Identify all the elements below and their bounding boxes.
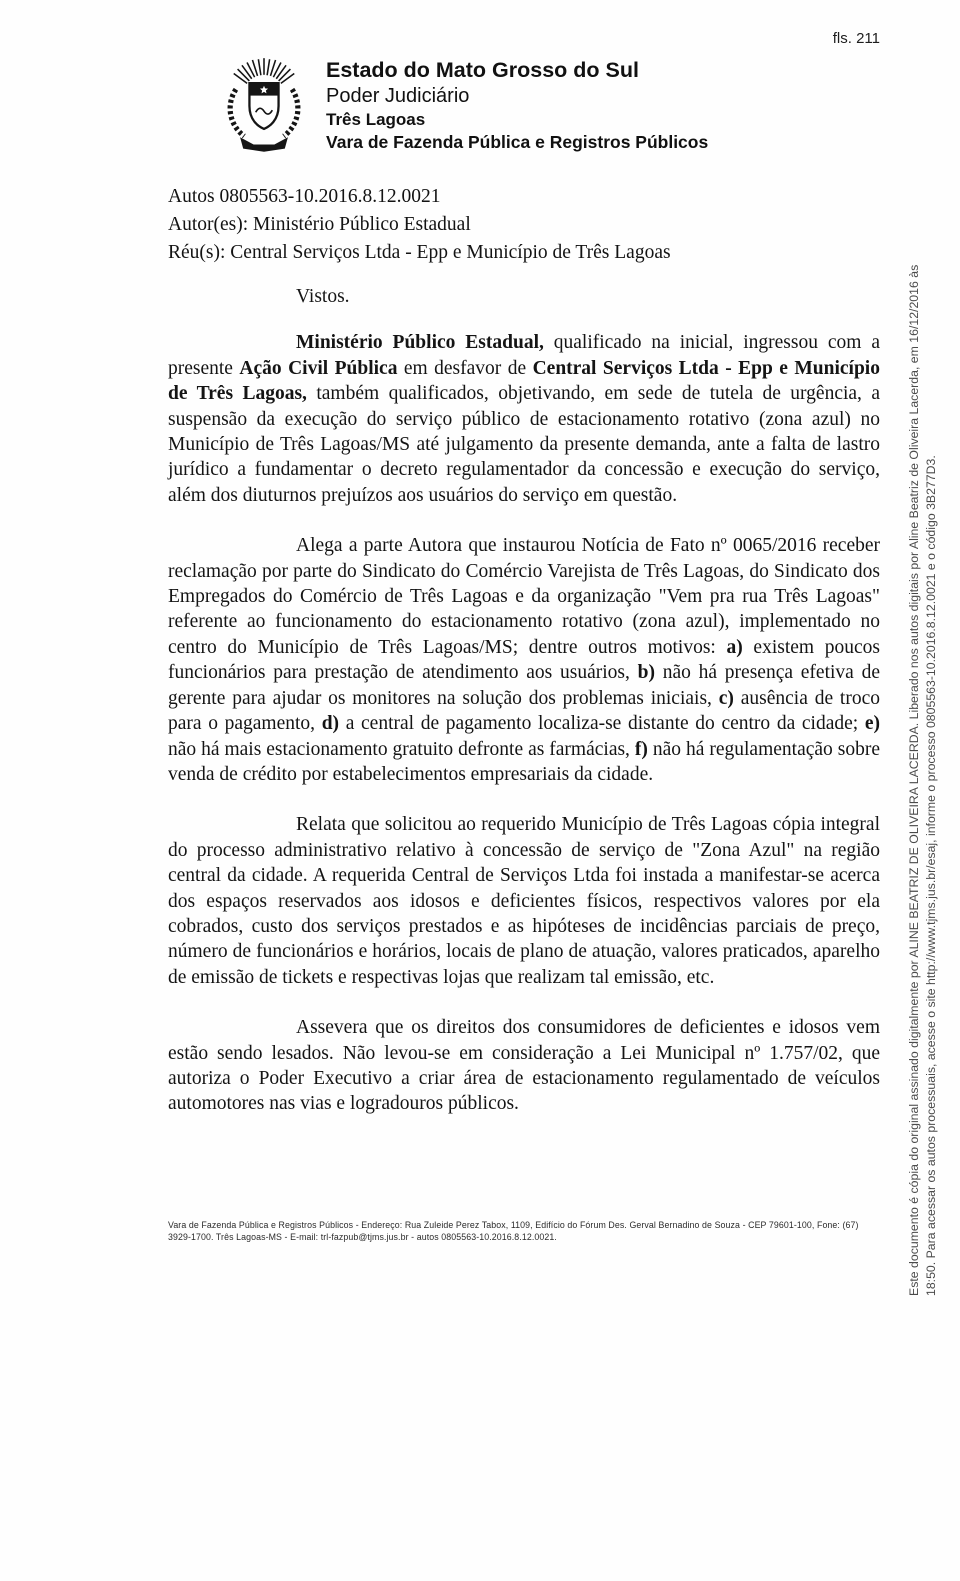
decision-body	[168, 284, 880, 1142]
case-number: Autos 0805563-10.2016.8.12.0021	[168, 186, 441, 207]
org-city: Três Lagoas	[326, 110, 426, 129]
court-address-footer	[168, 1220, 878, 1243]
page-number: fls. 211	[832, 30, 880, 47]
letterhead	[212, 52, 708, 160]
case-plaintiff: Autor(es): Ministério Público Estadual	[168, 214, 471, 235]
case-info	[168, 183, 671, 267]
org-state: Estado do Mato Grosso do Sul	[326, 58, 639, 82]
org-court: Vara de Fazenda Pública e Registros Públicos	[326, 132, 709, 152]
letterhead-text	[326, 52, 708, 153]
coat-of-arms-icon	[212, 52, 316, 160]
footer-text: Vara de Fazenda Pública e Registros Públicos - Endereço: Rua Zuleide Perez Tabox, 1109, Edifício do Fórum Des. Gerval Bernadino de Souza - CEP 79601-100, Fone: (67) 3929-1700. Três Lagoas-MS - E-mail: trl-fazpub@tjms.jus.br - autos 0805563-10.2016.8.12.0021.	[168, 1220, 859, 1242]
paragraph-1: Ministério Público Estadual, qualificado na inicial, ingressou com a presente Ação Civil Pública em desfavor de Central Serviços Ltda - Epp e Município de Três Lagoas, também qualificados, objetivando, em sede de tutela de urgência, a suspensão da execução do serviço público de estacionamento rotativo (zona azul) no Município de Três Lagoas/MS até julgamento da presente demanda, ante a falta de lastro jurídico a fundamentar o decreto regulamentador da concessão e execução do serviço, além dos diuturnos prejuízos aos usuários do serviço em questão.	[168, 332, 881, 506]
case-defendants: Réu(s): Central Serviços Ltda - Epp e Município de Três Lagoas	[168, 242, 671, 263]
vistos-line: Vistos.	[296, 286, 350, 307]
paragraph-2: Alega a parte Autora que instaurou Notícia de Fato nº 0065/2016 receber reclamação por parte do Sindicato do Comércio Varejista de Três Lagoas, do Sindicato dos Empregados do Comércio de Três Lagoas e da organização "Vem pra rua Três Lagoas" referente ao funcionamento do estacionamento rotativo (zona azul), implementado no centro do Município de Três Lagoas/MS; dentre outros motivos: a) existem poucos funcionários para prestação de atendimento aos usuários, b) não há presença efetiva de gerente para ajudar os monitores na solução dos problemas iniciais, c) ausência de troco para o pagamento, d) a central de pagamento localiza-se distante do centro da cidade; e) não há mais estacionamento gratuito defronte as farmácias, f) não há regulamentação sobre venda de crédito por estabelecimentos empresariais da cidade.	[168, 535, 880, 785]
stamp-line-1: Este documento é cópia do original assinado digitalmente por ALINE BEATRIZ DE OLIVEIRA LACERDA. Liberado nos autos digitais por Aline Beatriz de Oliveira Lacerda, em 16/12/2016 às	[907, 264, 921, 1296]
digital-signature-stamp	[906, 34, 939, 1296]
paragraph-3: Relata que solicitou ao requerido Município de Três Lagoas cópia integral do processo administrativo relativo à concessão de serviço de "Zona Azul" na região central da cidade. A requerida Central de Serviços Ltda foi instada a manifestar-se acerca dos espaços reservados aos idosos e deficientes físicos, respectivos valores por ela cobrados, custo dos serviços prestados e as hipóteses de incidências parciais de preço, número de funcionários e horários, locais de plano de atuação, valores praticados, aparelho de emissão de tickets e respectivas lojas que realizam tal emissão, etc.	[168, 814, 880, 988]
paragraph-4: Assevera que os direitos dos consumidores de deficientes e idosos vem estão sendo lesados. Não levou-se em consideração a Lei Municipal nº 1.757/02, que autoriza o Poder Executivo a criar área de estacionamento regulamentado de veículos automotores nas vias e logradouros públicos.	[168, 1017, 880, 1115]
stamp-line-2: 18:50. Para acessar os autos processuais, acesse o site http://www.tjms.jus.br/esaj, informe o processo 0805563-10.2016.8.12.0021 e o código 3B277D3.	[923, 455, 938, 1296]
org-branch: Poder Judiciário	[326, 85, 470, 107]
